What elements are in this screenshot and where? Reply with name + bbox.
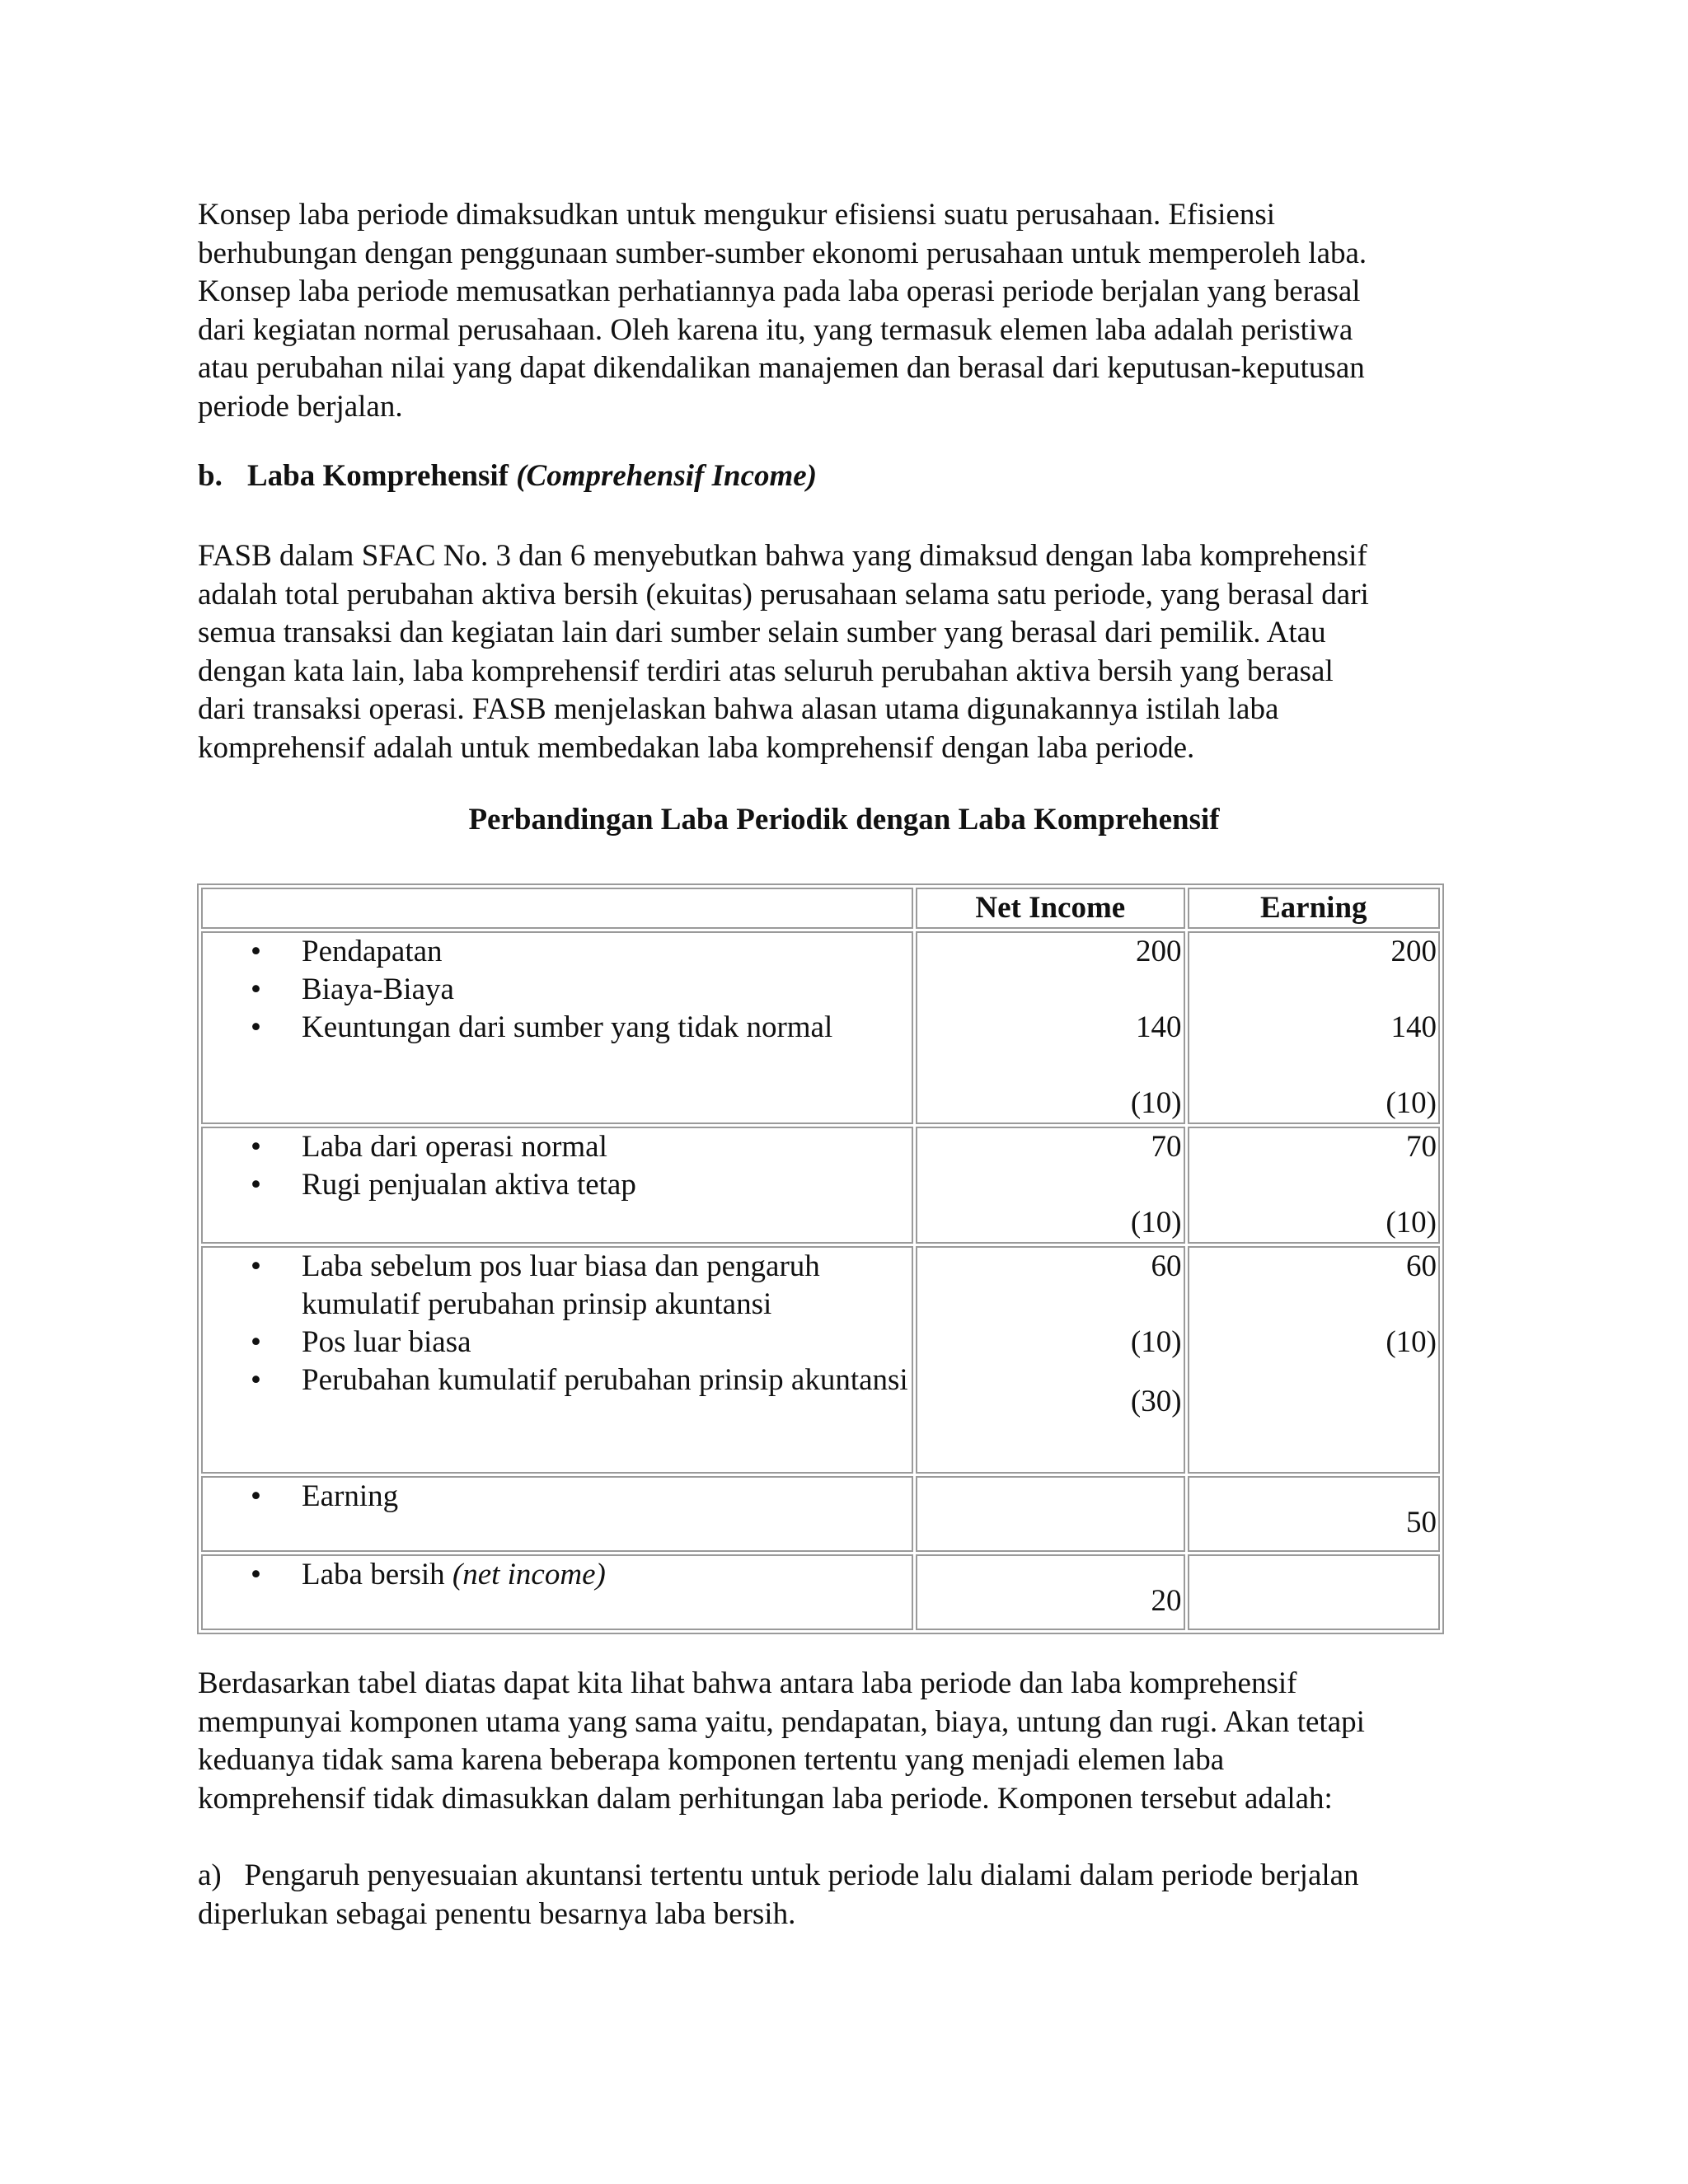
earning-cell xyxy=(1188,1554,1440,1630)
net-income-cell xyxy=(916,1127,1185,1244)
row-label-cell xyxy=(201,1476,913,1552)
value: (10) xyxy=(1386,1325,1437,1359)
text-line: Konsep laba periode dimaksudkan untuk mengukur efisiensi suatu perusahaan. Efisiensi xyxy=(198,198,1276,232)
paragraph-fasb xyxy=(198,537,1467,767)
text-line: FASB dalam SFAC No. 3 dan 6 menyebutkan bahwa yang dimaksud dengan laba komprehensif xyxy=(198,539,1367,573)
section-heading xyxy=(198,458,817,494)
text-line: semua transaksi dan kegiatan lain dari sumber selain sumber yang berasal dari pemilik. Atau xyxy=(198,616,1326,649)
list-item: • Earning xyxy=(204,1478,910,1516)
value: (30) xyxy=(1130,1385,1182,1418)
text-line: Konsep laba periode memusatkan perhatiannya pada laba operasi periode berjalan yang berasal xyxy=(198,274,1361,308)
list-item: • Pendapatan xyxy=(204,933,910,971)
value: 200 xyxy=(1136,935,1182,968)
table-row xyxy=(201,1127,1440,1244)
text-line: komprehensif tidak dimasukkan dalam perhitungan laba periode. Komponen tersebut adalah: xyxy=(198,1781,1333,1816)
text-line: keduanya tidak sama karena beberapa komponen tertentu yang menjadi elemen laba xyxy=(198,1743,1225,1777)
value: 60 xyxy=(1151,1249,1182,1283)
value: 140 xyxy=(1390,1010,1437,1044)
value: 200 xyxy=(1390,935,1437,968)
earning-cell xyxy=(1188,1246,1440,1474)
list-item xyxy=(204,1556,910,1594)
text-line: dengan kata lain, laba komprehensif terdiri atas seluruh perubahan aktiva bersih yang berasal xyxy=(198,654,1334,688)
row-label-cell xyxy=(201,1127,913,1244)
paragraph-berdasarkan xyxy=(198,1665,1467,1818)
bullet-list xyxy=(204,1128,910,1204)
value: (10) xyxy=(1130,1086,1182,1120)
header-net-income: Net Income xyxy=(916,888,1185,929)
net-income-cell xyxy=(916,931,1185,1124)
bullet-list xyxy=(204,1556,910,1594)
item-text-italic: (net income) xyxy=(452,1558,606,1591)
bullet-list xyxy=(204,933,910,1047)
table-row xyxy=(201,1476,1440,1552)
list-item: • Laba dari operasi normal xyxy=(204,1128,910,1166)
text-line: a) Pengaruh penyesuaian akuntansi tertentu untuk periode lalu dialami dalam periode berjalan xyxy=(198,1858,1359,1892)
list-item: • Laba sebelum pos luar biasa dan pengaruh kumulatif perubahan prinsip akuntansi xyxy=(204,1248,910,1324)
value: 70 xyxy=(1151,1130,1182,1164)
value: 20 xyxy=(1151,1584,1182,1618)
value: (10) xyxy=(1130,1206,1182,1240)
text-line: dari kegiatan normal perusahaan. Oleh karena itu, yang termasuk elemen laba adalah peristiwa xyxy=(198,312,1353,347)
heading-title: Laba Komprehensif xyxy=(247,459,509,493)
net-income-cell xyxy=(916,1476,1185,1552)
heading-letter: b. xyxy=(198,459,223,493)
paragraph-komponen-a xyxy=(198,1857,1467,1933)
text-line: atau perubahan nilai yang dapat dikendalikan manajemen dan berasal dari keputusan-keputusan xyxy=(198,351,1365,385)
text-line: diperlukan sebagai penentu besarnya laba bersih. xyxy=(198,1896,796,1931)
table-title: Perbandingan Laba Periodik dengan Laba Komprehensif xyxy=(468,803,1220,837)
text-line: mempunyai komponen utama yang sama yaitu, pendapatan, biaya, untung dan rugi. Akan tetapi xyxy=(198,1704,1365,1739)
value: 140 xyxy=(1136,1010,1182,1044)
value: 50 xyxy=(1406,1506,1437,1540)
heading-subtitle: (Comprehensif Income) xyxy=(516,459,818,493)
text-line: dari transaksi operasi. FASB menjelaskan bahwa alasan utama digunakannya istilah laba xyxy=(198,692,1279,726)
row-label-cell xyxy=(201,931,913,1124)
header-earning: Earning xyxy=(1188,888,1440,929)
earning-cell xyxy=(1188,1476,1440,1552)
text-line: periode berjalan. xyxy=(198,389,403,424)
bullet-list xyxy=(204,1248,910,1399)
earning-cell xyxy=(1188,931,1440,1124)
table-row xyxy=(201,1246,1440,1474)
bullet-list xyxy=(204,1478,910,1516)
table-row xyxy=(201,931,1440,1124)
text-line: Berdasarkan tabel diatas dapat kita lihat bahwa antara laba periode dan laba komprehensif xyxy=(198,1666,1297,1700)
header-cell-empty xyxy=(201,888,913,929)
list-item: • Perubahan kumulatif perubahan prinsip akuntansi xyxy=(204,1361,910,1399)
list-item: • Pos luar biasa xyxy=(204,1324,910,1361)
table-header-row xyxy=(201,888,1440,929)
net-income-cell xyxy=(916,1246,1185,1474)
value: 70 xyxy=(1406,1130,1437,1164)
row-label-cell xyxy=(201,1554,913,1630)
list-item: • Keuntungan dari sumber yang tidak normal xyxy=(204,1009,910,1047)
earning-cell xyxy=(1188,1127,1440,1244)
list-item: • Rugi penjualan aktiva tetap xyxy=(204,1166,910,1204)
comparison-table xyxy=(197,883,1444,1634)
table-row xyxy=(201,1554,1440,1630)
item-text: Laba bersih xyxy=(302,1558,445,1591)
text-line: adalah total perubahan aktiva bersih (ekuitas) perusahaan selama satu periode, yang berasal dari xyxy=(198,577,1369,612)
net-income-cell xyxy=(916,1554,1185,1630)
paragraph-konsep-laba-periode xyxy=(198,196,1467,426)
text-line: komprehensif adalah untuk membedakan laba komprehensif dengan laba periode. xyxy=(198,730,1195,765)
row-label-cell xyxy=(201,1246,913,1474)
value: (10) xyxy=(1386,1206,1437,1240)
value: (10) xyxy=(1386,1086,1437,1120)
text-line: berhubungan dengan penggunaan sumber-sumber ekonomi perusahaan untuk memperoleh laba. xyxy=(198,236,1367,270)
value: (10) xyxy=(1130,1325,1182,1359)
value: 60 xyxy=(1406,1249,1437,1283)
list-item: • Biaya-Biaya xyxy=(204,971,910,1009)
